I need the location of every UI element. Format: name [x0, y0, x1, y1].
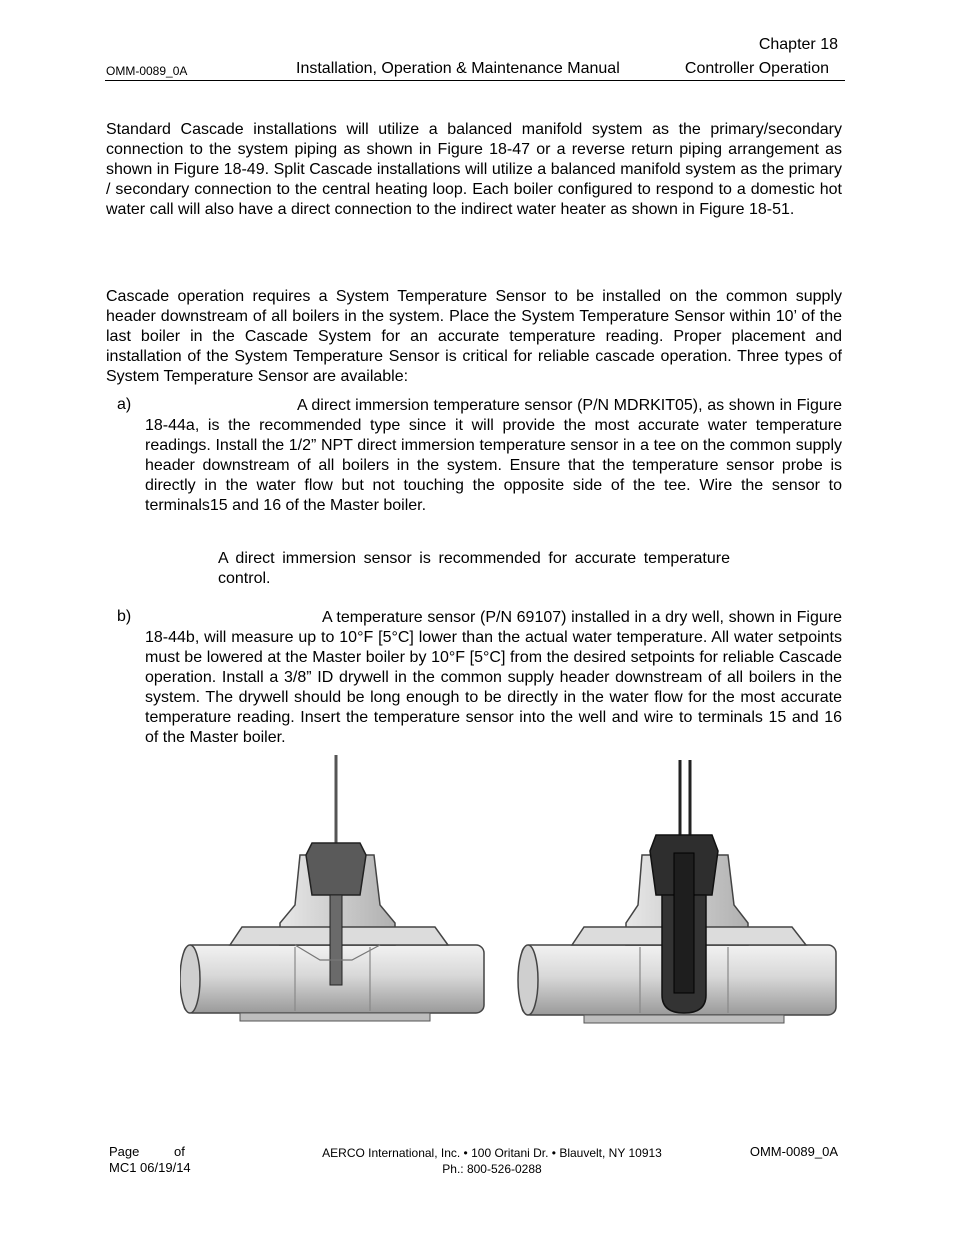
footer-phone: Ph.: 800-526-0288	[442, 1162, 542, 1176]
pipe-end	[518, 945, 538, 1015]
section-title: Controller Operation	[684, 60, 829, 77]
footer-revision: MC1 06/19/14	[109, 1160, 191, 1175]
list-item-b-text: A temperature sensor (P/N 69107) installed in a dry well, shown in Figure 18-44b, will measure up to 10°F [5°C] lower than the actual water temperature. All water setpoints must be lowered at the Master boiler by 10°F [5°C] from the desired setpoints for reliable Cascade operation. Install a 3/8” ID drywell in the common supply header downstream of all boilers in the system. The drywell should be long enough to be directly in the water flow for the most accurate temperature reading. Insert the temperature sensor into the well and wire to terminals 15 and 16 of the Master boiler.	[145, 609, 842, 746]
list-label-a: a)	[117, 396, 132, 413]
list-item-b	[145, 608, 842, 748]
paragraph-cascade-installations: Standard Cascade installations will utilize a balanced manifold system as the primary/secondary connection to the system piping as shown in Figure 18-47 or a reverse return piping arrangement as shown in Figure 18-49. Split Cascade installations will utilize a balanced manifold system as the primary / secondary connection to the central heating loop. Each boiler configured to respond to a domestic hot water call will also have a direct connection to the indirect water heater as shown in Figure 18-51.	[106, 121, 842, 218]
footer-of-label: of	[174, 1144, 185, 1159]
drywell-sensor	[674, 853, 694, 993]
pipe-end	[180, 945, 200, 1013]
footer-page-label: Page	[109, 1144, 140, 1159]
list-item-a-text: A direct immersion temperature sensor (P/N MDRKIT05), as shown in Figure 18-44a, is the recommended type since it will provide the most accurate water temperature readings. Install the 1/2” NPT direct immersion temperature sensor in a tee on the common supply header downstream of all boilers in the system. Ensure that the temperature sensor probe is directly in the water flow but not touching the opposite side of the tee. Wire the sensor to terminals15 and 16 of the Master boiler.	[145, 397, 842, 514]
dry-well-illustration	[518, 760, 836, 1023]
header-rule	[105, 80, 845, 81]
sensor-probe	[330, 895, 342, 985]
footer-doc-id: OMM-0089_0A	[749, 1144, 838, 1159]
direct-immersion-illustration	[180, 755, 484, 1021]
list-item-a	[145, 396, 842, 516]
pipe-base-lip	[240, 1013, 430, 1021]
manual-title: Installation, Operation & Maintenance Manual	[296, 60, 620, 77]
sensor-installation-figure	[180, 755, 842, 1030]
footer-company: AERCO International, Inc. • 100 Oritani Dr. • Blauvelt, NY 10913	[322, 1146, 662, 1160]
list-label-b: b)	[117, 608, 132, 625]
chapter-label: Chapter 18	[758, 36, 838, 53]
sensor-nut	[306, 843, 366, 895]
note-text: A direct immersion sensor is recommended for accurate temperature control.	[218, 550, 730, 587]
header-doc-id: OMM-0089_0A	[106, 64, 188, 78]
pipe-base-lip	[584, 1015, 784, 1023]
paragraph-system-sensor: Cascade operation requires a System Temperature Sensor to be installed on the common supply header downstream of all boilers in the system. Place the System Temperature Sensor within 10’ of the last boiler in the Cascade System for an accurate temperature reading. Proper placement and installation of the System Temperature Sensor is critical for reliable cascade operation. Three types of System Temperature Sensor are available:	[106, 288, 842, 385]
